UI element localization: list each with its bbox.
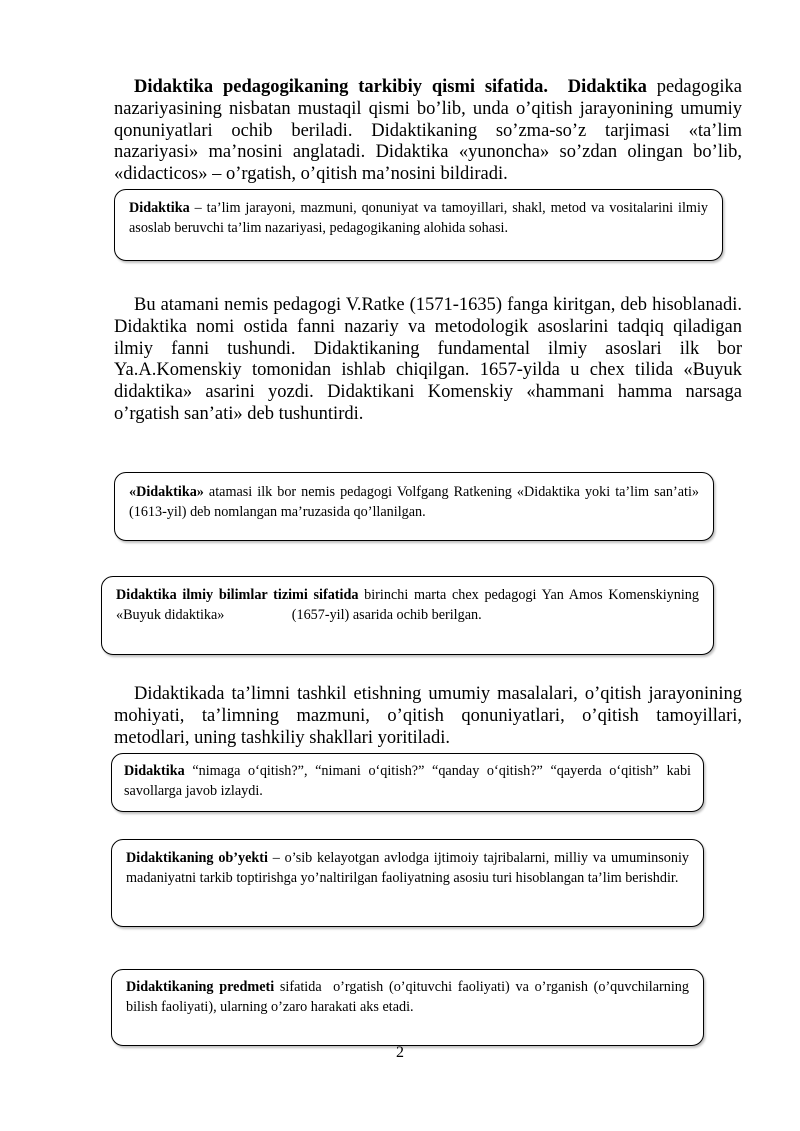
komenskiy-box-term: Didaktika ilmiy bilimlar tizimi sifatida: [116, 587, 359, 603]
history-paragraph-text: Bu atamani nemis pedagogi V.Ratke (1571-1635) fanga kiritgan, deb hisoblanadi. Didaktika nomi ostida fanni nazariy va metodologik asoslarini tadqiq qiladigan ilmiy fanni tushundi. Didaktikaning fundamental ilmiy asoslari ilk bor Ya.A.Komenskiy tomonidan ishlab chiqilgan. 1657-yilda u chex tilida «Buyuk didaktika» asarini yozdi. Didaktikani Komenskiy «hammani hamma narsaga o’rgatish san’ati» deb tushuntirdi.: [114, 295, 742, 424]
section-title: Didaktika pedagogikaning tarkibiy qismi sifatida.: [134, 77, 549, 97]
ratke-box: [114, 472, 714, 541]
object-box-term: Didaktikaning ob’yekti: [126, 850, 268, 866]
topics-paragraph: [114, 684, 742, 749]
subject-box: [111, 969, 704, 1046]
questions-box-term: Didaktika: [124, 763, 185, 779]
intro-paragraph-text: pedagogika nazariyasining nisbatan mustaqil qismi bo’lib, unda o’qitish jarayonining umumiy qonuniyatlari ochib beriladi. Didaktikaning so’zma-so’z tarjimasi «ta’lim nazariyasi» ma’nosini anglatadi. Didaktika «yunoncha» so’zdan olingan bo’lib, «didacticos» – o’rgatish, o’qitish ma’nosini bildiradi.: [114, 77, 742, 185]
questions-box: [111, 753, 704, 812]
subject-box-text: sifatida o’rgatish (o’qituvchi faoliyati) va o’rganish (o’quvchilarning bilish faoliyati), ularning o’zaro harakati aks etadi.: [126, 979, 693, 1015]
komenskiy-box-text: birinchi marta chex pedagogi Yan Amos Komenskiyning «Buyuk didaktika» (1657-yil) asarida ochib berilgan.: [116, 587, 703, 623]
object-box: [111, 839, 704, 927]
definition-box-term: Didaktika: [129, 200, 190, 216]
term-didaktika: Didaktika: [567, 77, 647, 97]
page-number: 2: [396, 1044, 404, 1061]
ratke-box-text: atamasi ilk bor nemis pedagogi Volfgang Ratkening «Didaktika yoki ta’lim san’ati» (1613-yil) deb nomlangan ma’ruzasida qo’llanilgan.: [129, 484, 699, 520]
komenskiy-box: [101, 576, 714, 655]
topics-paragraph-text: Didaktikada ta’limni tashkil etishning umumiy masalalari, o’qitish jarayonining mohiyati, ta’limning mazmuni, o’qitish qonuniyatlari, o’qitish tamoyillari, metodlari, uning tashkiliy shakllari yoritiladi.: [114, 684, 742, 748]
history-paragraph: [114, 295, 742, 426]
object-box-text: – o’sib kelayotgan avlodga ijtimoiy tajribalarni, milliy va umuminsoniy madaniyatni tarkib toptirishga yo’naltirilgan faoliyatning asosiu turi hisoblangan ta’lim berishdir.: [126, 850, 689, 886]
definition-box-text: – ta’lim jarayoni, mazmuni, qonuniyat va tamoyillari, shakl, metod va vositalarini ilmiy asoslab beruvchi ta’lim nazariyasi, pedagogikaning alohida sohasi.: [129, 200, 708, 236]
ratke-box-term: «Didaktika»: [129, 484, 204, 500]
intro-paragraph: [114, 77, 742, 186]
subject-box-term: Didaktikaning predmeti: [126, 979, 275, 995]
definition-box: [114, 189, 723, 261]
questions-box-text: “nimaga o‘qitish?”, “nimani o‘qitish?” “qanday o‘qitish?” “qayerda o‘qitish” kabi savollarga javob izlaydi.: [124, 763, 691, 799]
